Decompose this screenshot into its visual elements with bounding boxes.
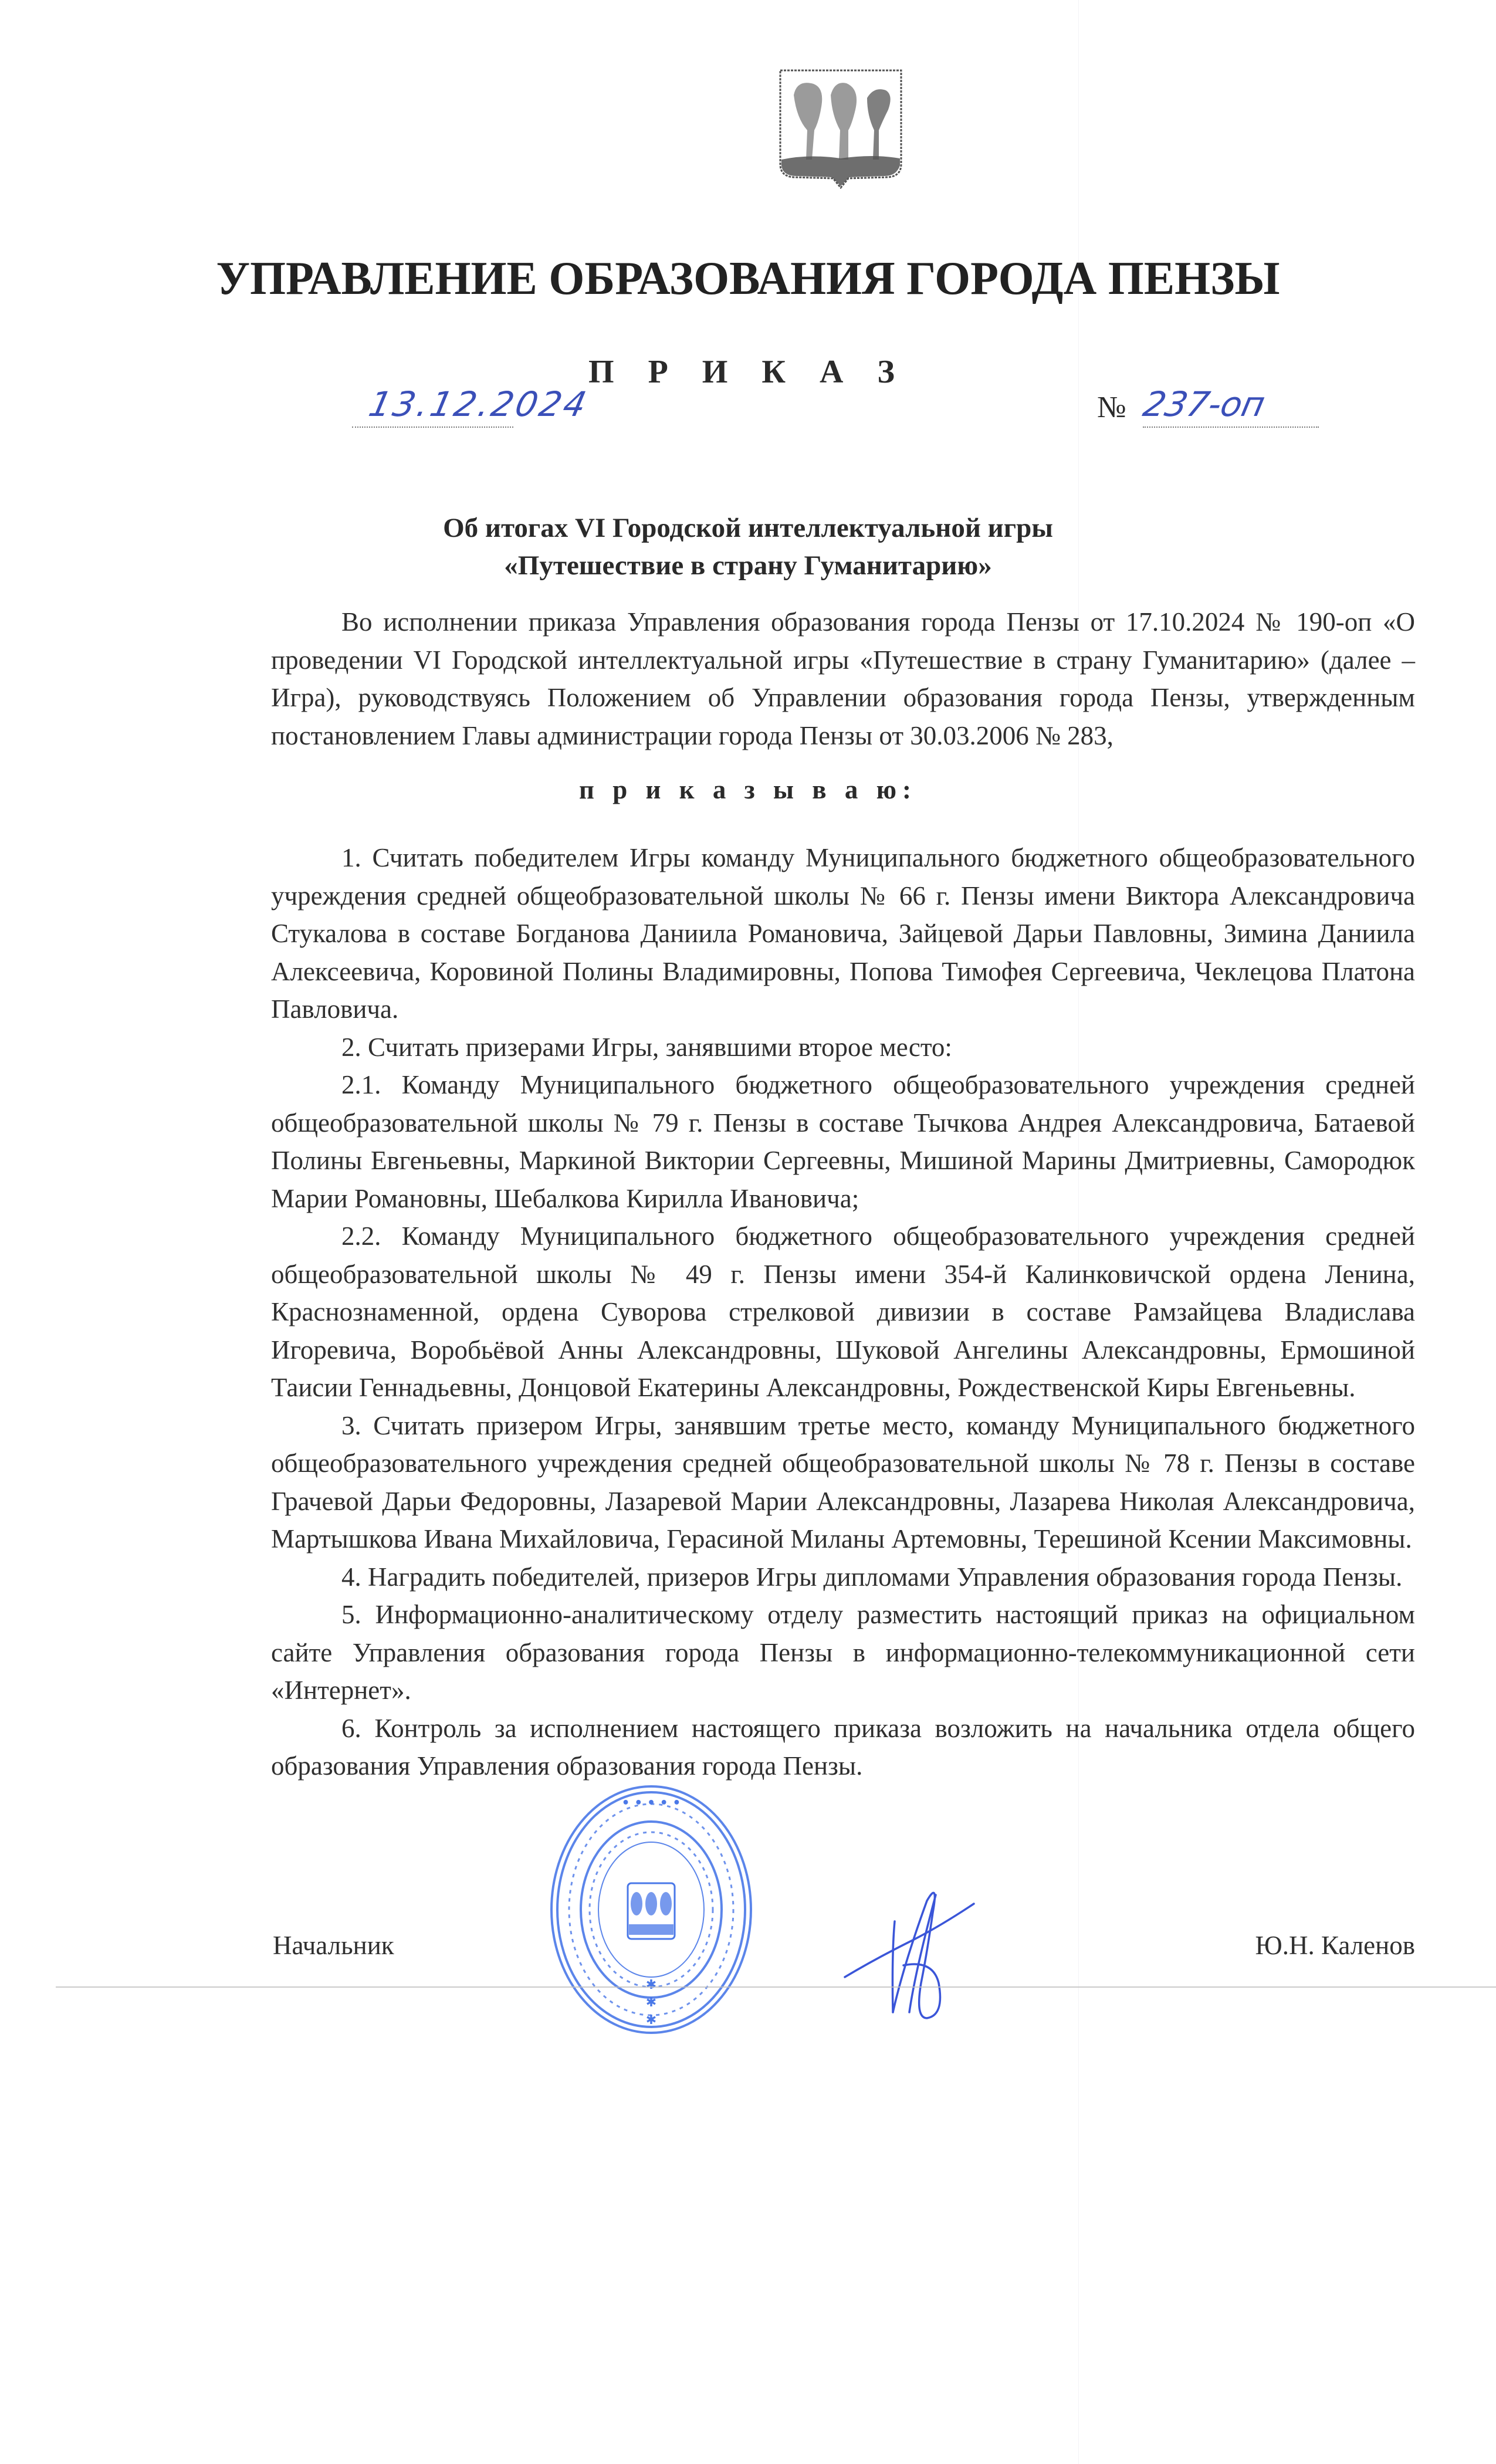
document-title	[0, 509, 1496, 584]
order-date	[352, 384, 593, 431]
preamble-text: Во исполнении приказа Управления образования города Пензы от 17.10.2024 № 190-оп «О проведении VI Городской интеллектуальной игры «Путешествие в страну Гуманитарию» (далее – Игра), руководствуясь Положением об Управлении образования города Пензы, утвержденным постановлением Главы администрации города Пензы от 30.03.2006 № 283,	[271, 607, 1415, 750]
document-type-heading: П Р И К А З	[588, 354, 908, 390]
orders-heading: п р и к а з ы в а ю:	[579, 775, 917, 804]
order-number	[1097, 384, 1343, 431]
number-underline	[1143, 427, 1319, 428]
order-items	[271, 839, 1415, 1785]
order-item: 2.2. Команду Муниципального бюджетного общеобразовательного учреждения средней общеобразовательной школы № 49 г. Пензы имени 354-й Калинковичской ордена Ленина, Краснознаменной, ордена Суворова стрелковой дивизии в составе Рамзайцева Владислава Игоревича, Воробьёвой Анны Александровны, Шуковой Ангелины Александровны, Ермошиной Таисии Геннадьевны, Донцовой Екатерины Александровны, Рождественской Киры Евгеньевны.	[271, 1221, 1415, 1402]
order-item: 1. Считать победителем Игры команду Муниципального бюджетного общеобразовательного учреждения средней общеобразовательной школы № 66 г. Пензы имени Виктора Александровича Стукалова в составе Богданова Даниила Романовича, Зайцевой Дарьи Павловны, Зимина Даниила Алексеевича, Коровиной Полины Владимировны, Попова Тимофея Сергеевича, Чеклецова Платона Павловича.	[271, 843, 1415, 1024]
signatory-name: Ю.Н. Каленов	[1255, 1931, 1415, 1960]
number-sign: №	[1097, 391, 1126, 424]
title-line-2: «Путешествие в страну Гуманитарию»	[504, 550, 992, 581]
scan-artifact-line	[56, 1986, 1496, 1988]
order-item: 4. Наградить победителей, призеров Игры дипломами Управления образования города Пензы.	[341, 1562, 1403, 1592]
svg-text:• • • • •: • • • • •	[621, 1796, 681, 1810]
handwritten-number: 237-оп	[1139, 384, 1269, 424]
order-item: 2.1. Команду Муниципального бюджетного общеобразовательного учреждения средней общеобразовательной школы № 79 г. Пензы в составе Тычкова Андрея Александровича, Батаевой Полины Евгеньевны, Маркиной Виктории Сергеевны, Мишиной Марины Дмитриевны, Самородюк Марии Романовны, Шебалкова Кирилла Ивановича;	[271, 1070, 1415, 1213]
order-item: 6. Контроль за исполнением настоящего приказа возложить на начальника отдела общего образования Управления образования города Пензы.	[271, 1713, 1415, 1781]
organization-name: УПРАВЛЕНИЕ ОБРАЗОВАНИЯ ГОРОДА ПЕНЗЫ	[216, 253, 1280, 304]
handwritten-date: 13.12.2024	[365, 384, 593, 424]
date-underline	[352, 427, 513, 428]
order-item: 3. Считать призером Игры, занявшим третье место, команду Муниципального бюджетного общеобразовательного учреждения средней общеобразовательной школы № 78 г. Пензы в составе Грачевой Дарьи Федоровны, Лазаревой Марии Александровны, Лазарева Николая Александровича, Мартышкова Ивана Михайловича, Герасиной Миланы Артемовны, Терешиной Ксении Максимовны.	[271, 1410, 1415, 1553]
title-line-1: Об итогах VI Городской интеллектуальной игры	[443, 513, 1053, 543]
signatory-position: Начальник	[273, 1931, 394, 1960]
preamble	[271, 603, 1415, 754]
svg-text:✱: ✱	[645, 2013, 657, 2028]
order-item: 2. Считать призерами Игры, занявшими второе место:	[341, 1032, 952, 1062]
handwritten-signature-icon	[839, 1877, 980, 2024]
svg-text:✱: ✱	[645, 1978, 657, 1992]
order-item: 5. Информационно-аналитическому отделу разместить настоящий приказ на официальном сайте Управления образования города Пензы в информационно-телекоммуникационной сети «Интернет».	[271, 1600, 1415, 1705]
coat-of-arms-icon	[773, 66, 908, 189]
official-stamp-icon	[546, 1783, 757, 2042]
svg-text:✱: ✱	[645, 1995, 657, 2010]
